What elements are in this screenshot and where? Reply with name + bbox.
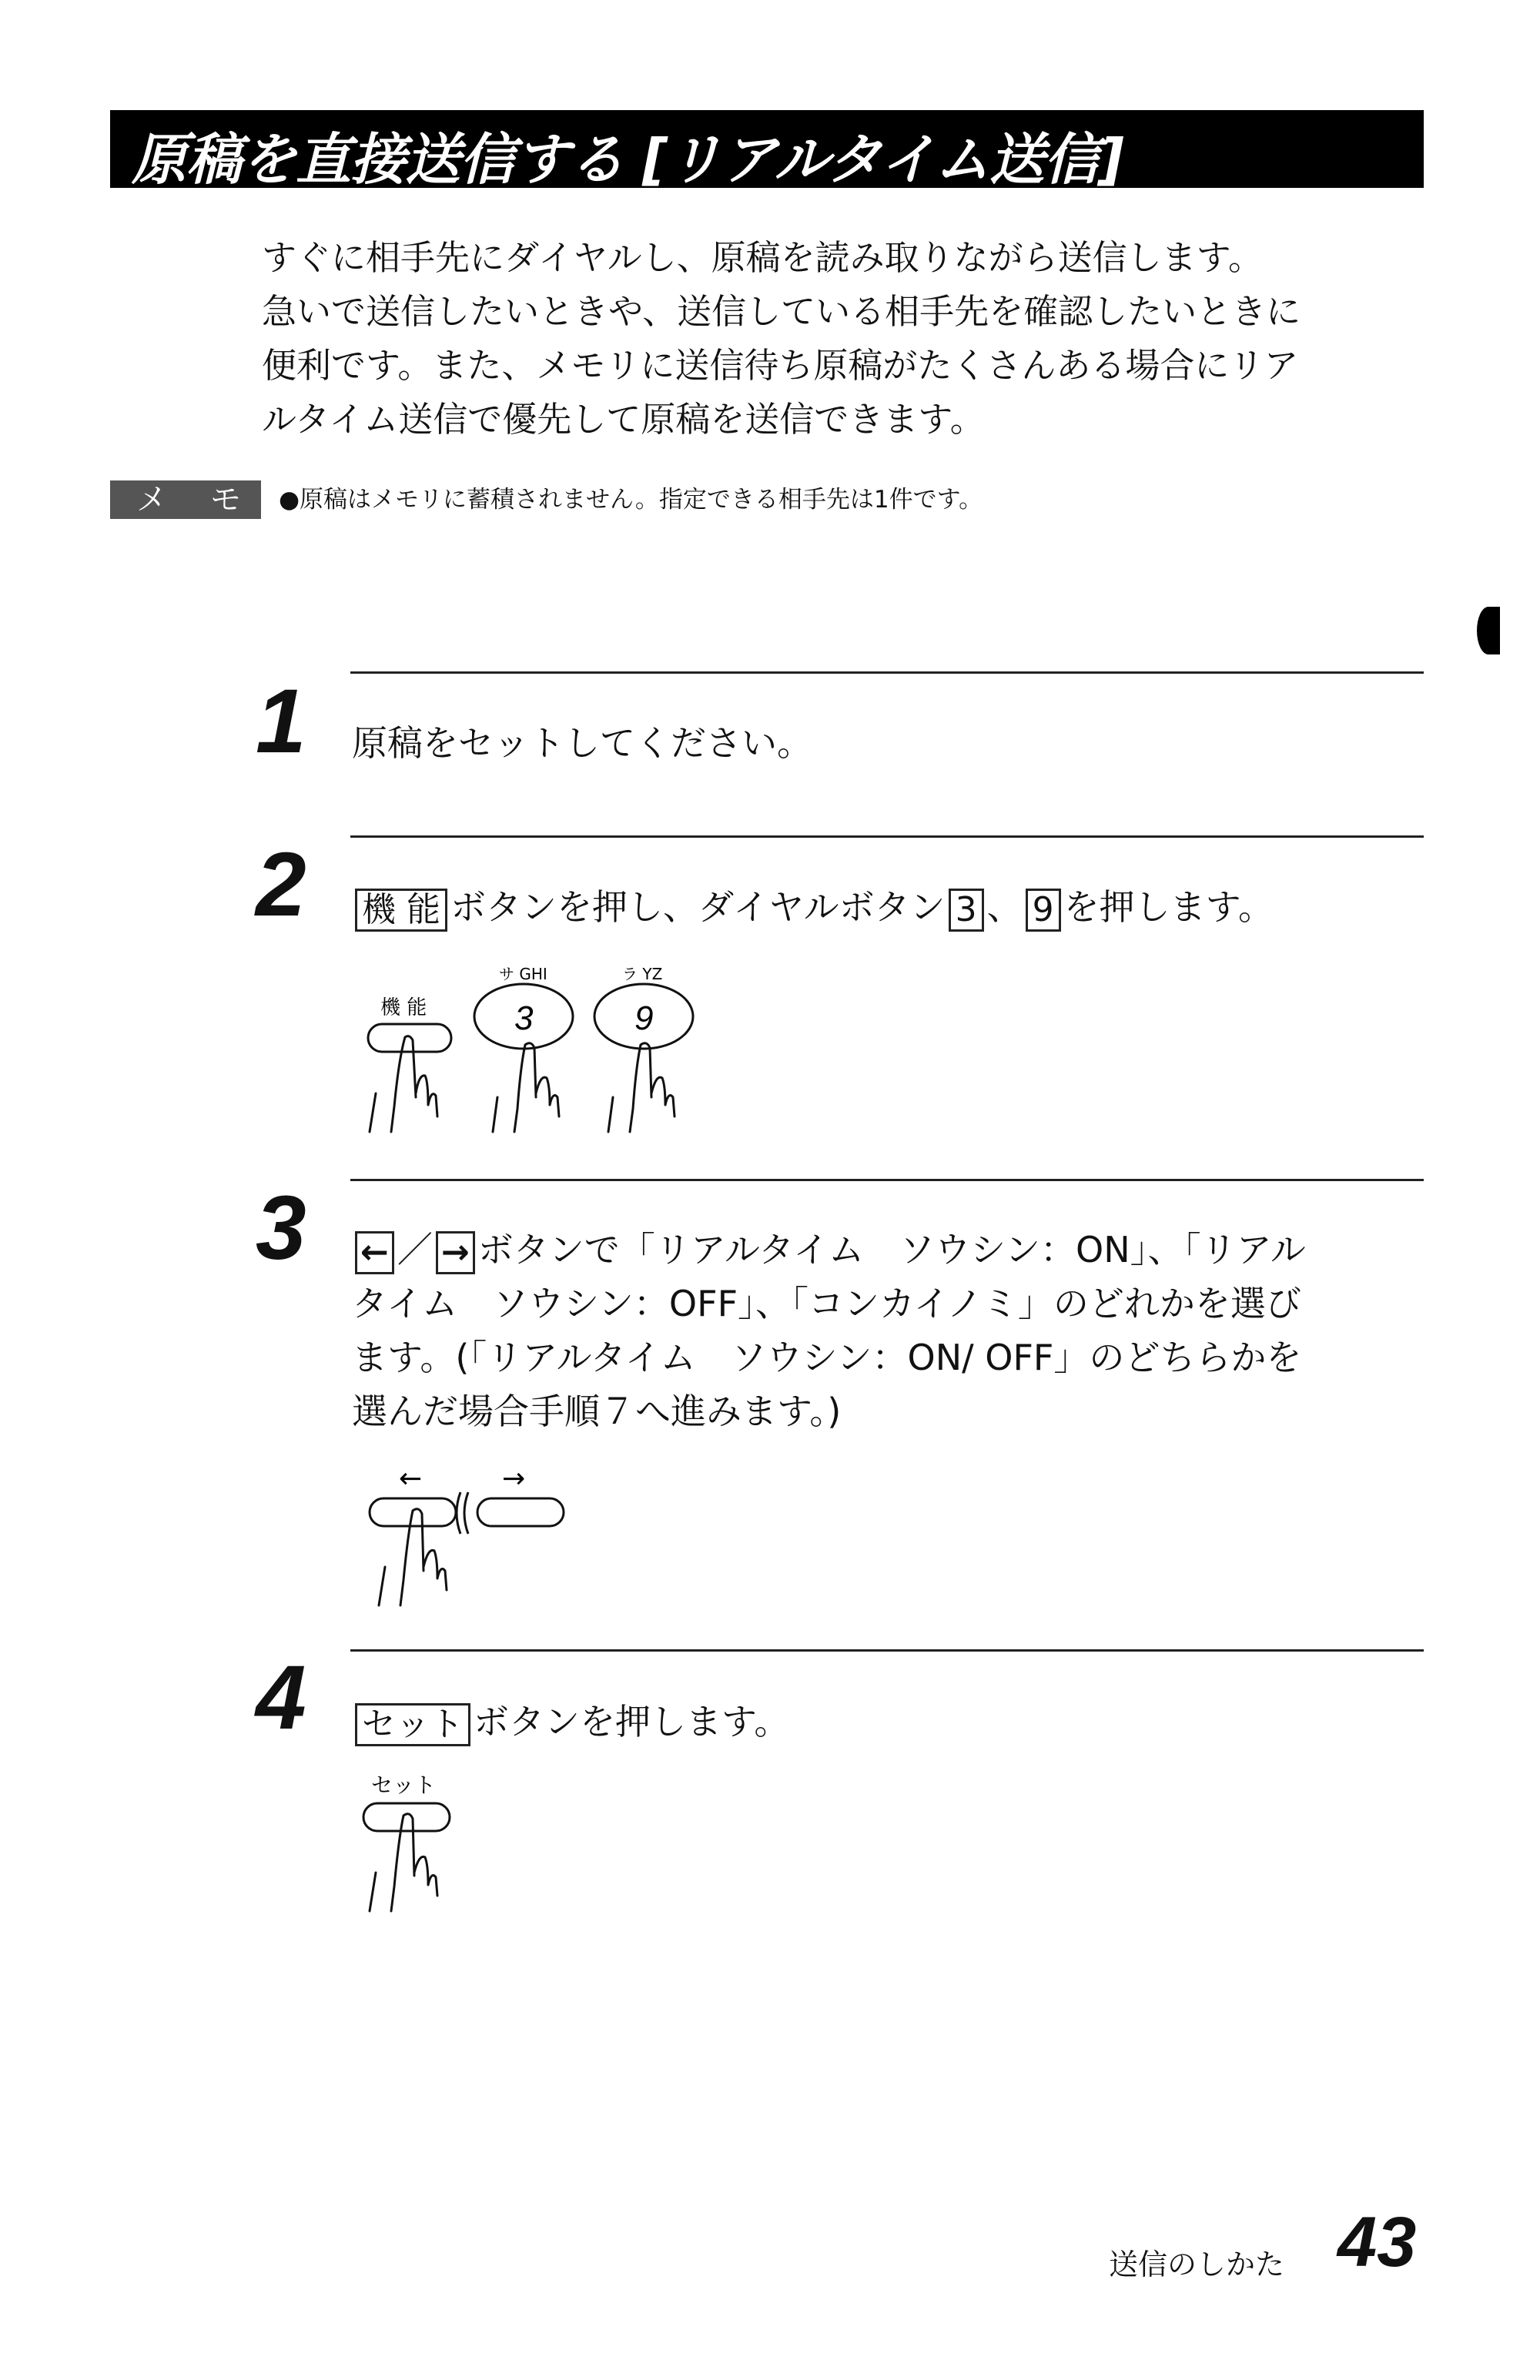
intro-line: ルタイム送信で優先して原稿を送信できます。 [262,399,985,440]
dial-key-9-digit: 9 [634,999,654,1037]
step-4-text-rest: ボタンを押します。 [474,1701,790,1742]
step-3-line-1: ボタンで「リアルタイム ソウシン：ON」、「リアル [477,1229,1306,1270]
intro-line: 急いで送信したいときや、送信している相手先を確認したいときに [262,291,1301,332]
right-arrow-icon: → [502,1463,526,1495]
step-4-line [352,1695,1430,1749]
step-3-line: ます。(「リアルタイム ソウシン：ON/ OFF」のどちらかを [352,1337,1302,1378]
step-1-text [352,716,1430,770]
intro-line: 便利です。また、メモリに送信待ち原稿がたくさんある場合にリア [262,345,1299,386]
memo-tag-char: モ [210,482,241,517]
step-3-line: タイム ソウシン：OFF」、「コンカイノミ」のどれかを選び [352,1283,1301,1324]
intro-paragraph [262,231,1432,447]
dial-key-3-label: 3 [949,889,984,932]
pointing-finger-icon [608,1043,675,1132]
left-arrow-key-label: ← [355,1231,394,1274]
step-divider [350,671,1424,674]
set-key-caption: セット [371,1772,437,1798]
step-3-line: 選んだ場合手順７へ進みます。) [352,1391,842,1432]
step-divider [350,1179,1424,1181]
dial-key-3-digit: 3 [514,999,534,1037]
step-3-text [352,1223,1430,1438]
step-3-line [352,1223,1430,1277]
separator: 、 [986,886,1023,928]
step-number: 3 [256,1177,306,1279]
vibration-icon [457,1492,468,1534]
page-number: 43 [1337,2203,1417,2281]
pointing-finger-icon [493,1043,559,1132]
memo-note: ●原稿はメモリに蓄積されません。指定できる相手先は1件です。 [279,486,983,514]
key-9-caption: ラ YZ [622,965,663,983]
left-arrow-icon: ← [399,1463,423,1495]
function-key-caption: 機 能 [380,996,427,1019]
step-2-text [352,880,1430,934]
memo-tag [110,480,261,519]
step-4-text [352,1695,1430,1749]
step-2-line [352,880,1430,934]
title-bar [110,110,1424,192]
section-label: 送信のしかた [1109,2248,1285,2281]
step-4-key-illustration [354,1763,508,1917]
step-3-keys-illustration [362,1455,593,1609]
page-title: 原稿を直接送信する [リアルタイム送信] [132,127,1123,192]
step-divider [350,1649,1424,1652]
slash: ／ [397,1229,433,1270]
set-key-button [363,1803,450,1831]
dial-key-9-label: 9 [1026,889,1061,932]
page-edge-index-mark [1477,607,1500,654]
key-3-caption: サ GHI [499,965,547,983]
step-2-text-b: を押します。 [1063,886,1274,928]
right-arrow-key-button [477,1498,564,1526]
step-2-text-a: ボタンを押し、ダイヤルボタン [450,886,946,928]
intro-line: すぐに相手先にダイヤルし、原稿を読み取りながら送信します。 [262,237,1264,278]
step-1-line: 原稿をセットしてください。 [352,722,812,764]
set-key-label: セット [355,1703,470,1746]
pointing-finger-icon [379,1509,447,1605]
step-number: 2 [256,834,306,936]
step-number: 4 [256,1647,306,1749]
step-number: 1 [256,671,306,772]
function-key-label: 機 能 [355,889,447,932]
step-2-keys-illustration [354,959,716,1151]
memo-tag-char: メ [136,482,167,517]
pointing-finger-icon [370,1814,437,1911]
step-divider [350,835,1424,838]
right-arrow-key-label: → [436,1231,475,1274]
